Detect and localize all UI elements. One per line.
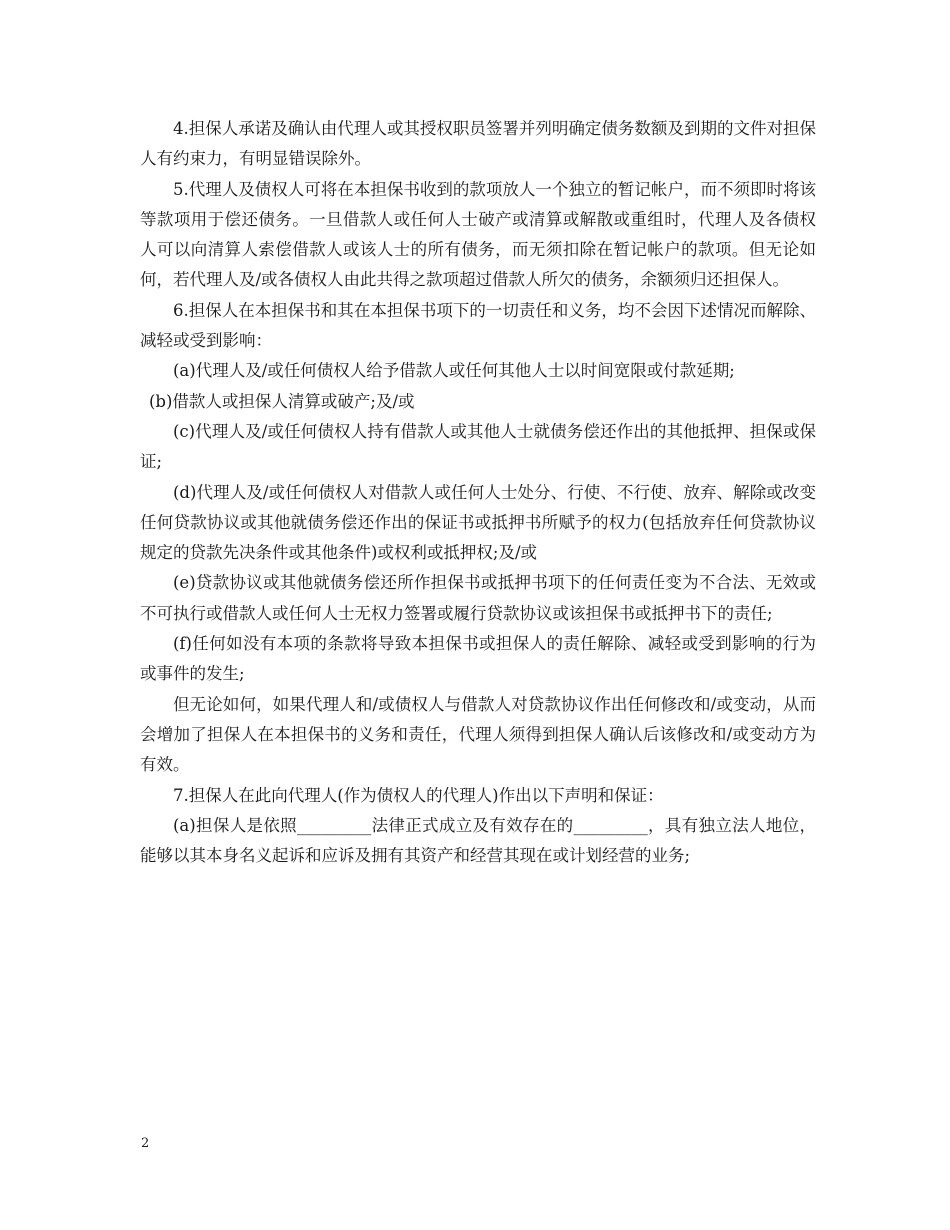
document-body xyxy=(140,114,816,871)
clause-4: 4.担保人承诺及确认由代理人或其授权职员签署并列明确定债务数额及到期的文件对担保人有约束力，有明显错误除外。 xyxy=(140,119,816,169)
clause-5: 5.代理人及债权人可将在本担保书收到的款项放人一个独立的暂记帐户，而不须即时将该等款项用于偿还债务。一旦借款人或任何人士破产或清算或解散或重组时，代理人及各债权人可以向清算人索偿借款人或该人士的所有债务，而无须扣除在暂记帐户的款项。但无论如何，若代理人及/或各债权人由此共得之款项超过借款人所欠的债务，余额须归还担保人。 xyxy=(140,179,816,290)
clause-6-item-a: (a)代理人及/或任何债权人给予借款人或任何其他人士以时间宽限或付款延期; xyxy=(173,361,735,381)
clause-7: 7.担保人在此向代理人(作为债权人的代理人)作出以下声明和保证： xyxy=(173,785,664,805)
clause-6-proviso: 但无论如何，如果代理人和/或债权人与借款人对贷款协议作出任何修改和/或变动，从而会增加了担保人在本担保书的义务和责任，代理人须得到担保人确认后该修改和/或变动方为有效。 xyxy=(140,694,816,775)
clause-6-item-c: (c)代理人及/或任何债权人持有借款人或其他人士就债务偿还作出的其他抵押、担保或保证; xyxy=(140,421,816,472)
clause-6-item-d: (d)代理人及/或任何债权人对借款人或任何人士处分、行使、不行使、放弃、解除或改变任何贷款协议或其他就债务偿还作出的保证书或抵押书所赋予的权力(包括放弃任何贷款协议规定的贷款先决条件或其他条件)或权利或抵押权;及/或 xyxy=(140,482,816,563)
clause-6-item-e: (e)贷款协议或其他就债务偿还所作担保书或抵押书项下的任何责任变为不合法、无效或不可执行或借款人或任何人士无权力签署或履行贷款协议或该担保书或抵押书下的责任; xyxy=(140,573,816,623)
clause-6: 6.担保人在本担保书和其在本担保书项下的一切责任和义务，均不会因下述情况而解除、减轻或受到影响： xyxy=(140,300,816,351)
clause-6-item-f: (f)任何如没有本项的条款将导致本担保书或担保人的责任解除、减轻或受到影响的行为或事件的发生; xyxy=(140,634,816,684)
page-number: 2 xyxy=(141,1136,150,1151)
clause-6-item-b: (b)借款人或担保人清算或破产;及/或 xyxy=(149,391,415,411)
clause-7-item-a: (a)担保人是依照_________法律正式成立及有效存在的_________，具有独立法人地位，能够以其本身名义起诉和应诉及拥有其资产和经营其现在或计划经营的业务; xyxy=(140,815,816,866)
